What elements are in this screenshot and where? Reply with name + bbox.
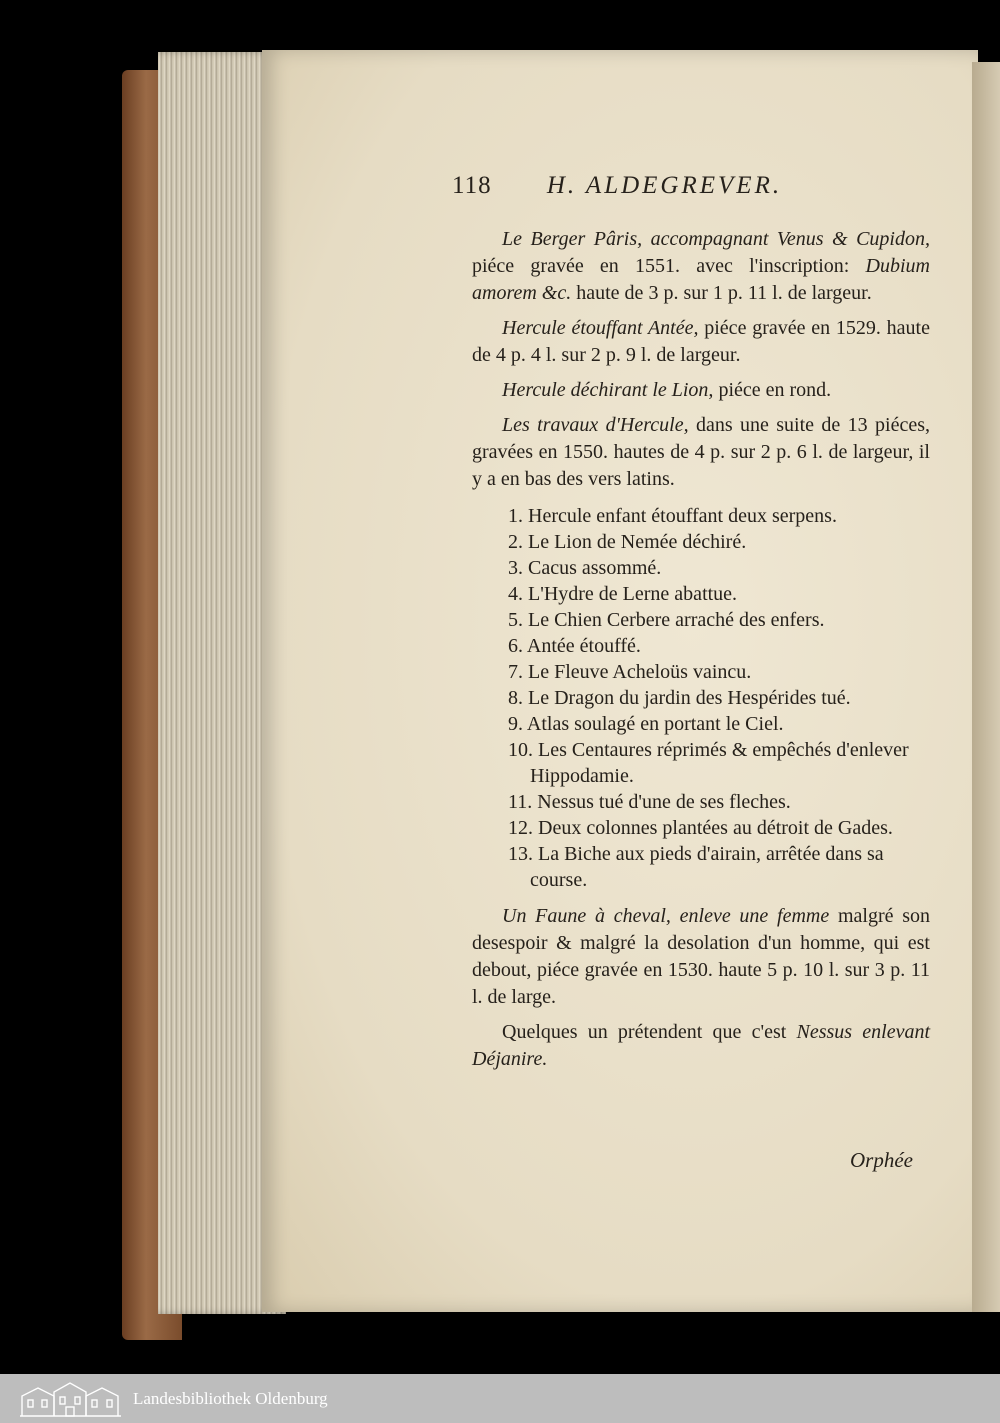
page-body (472, 226, 930, 1081)
nessus-name: Nessus enlevant Déjanire. (472, 1021, 931, 1070)
list-item: 12. Deux colonnes plantées au détroit de Gades. (508, 817, 893, 839)
list-item: 6. Antée étouffé. (508, 635, 641, 657)
list-item: 8. Le Dragon du jardin des Hespérides tué. (508, 687, 851, 709)
catchword: Orphée (850, 1148, 913, 1172)
list-item: 7. Le Fleuve Acheloüs vaincu. (508, 661, 752, 683)
library-building-icon (18, 1380, 123, 1418)
list-item: 11. Nessus tué d'une de ses fleches. (508, 791, 791, 813)
list-item: 2. Le Lion de Nemée déchiré. (508, 531, 747, 553)
inscription-motto: Dubium amorem &c. (472, 255, 930, 304)
list-item: 9. Atlas soulagé en portant le Ciel. (508, 713, 784, 735)
list-item: 5. Le Chien Cerbere arraché des enfers. (508, 609, 825, 631)
list-item: 1. Hercule enfant étouffant deux serpens. (508, 505, 837, 527)
entry-title: Le Berger Pâris, accompagnant Venus & Cupidon, (502, 228, 930, 250)
entry-hercule-antee: Hercule étouffant Antée, piéce gravée en 1529. haute de 4 p. 4 l. sur 2 p. 9 l. de largeur. (472, 317, 930, 366)
list-item: 10. Les Centaures réprimés & empêchés d'enlever Hippodamie. (508, 739, 909, 787)
list-item: 4. L'Hydre de Lerne abattue. (508, 583, 738, 605)
running-title: H. ALDEGREVER. (546, 172, 783, 199)
labours-list (508, 503, 930, 893)
entry-faune: Un Faune à cheval, enleve une femme malgré son desespoir & malgré la desolation d'un homme, qui est debout, piéce gravée en 1530. haute 5 p. 10 l. sur 3 p. 11 l. de large. (472, 905, 930, 1008)
page-number: 118 (452, 172, 492, 199)
entry-title: Hercule étouffant Antée, (502, 317, 699, 339)
running-header (452, 172, 852, 200)
entry-title: Un Faune à cheval, enleve une femme (502, 905, 830, 927)
footer-label: Landesbibliothek Oldenburg (133, 1388, 328, 1408)
entry-travaux: Les travaux d'Hercule, dans une suite de 13 piéces, gravées en 1550. hautes de 4 p. sur 2 p. 6 l. de largeur, il y a en bas des vers latins. (472, 414, 930, 490)
entry-title: Hercule déchirant le Lion, (502, 379, 714, 401)
entry-paris: Le Berger Pâris, accompagnant Venus & Cupidon, piéce gravée en 1551. avec l'inscription: Dubium amorem &c. haute de 3 p. sur 1 p. 11 l. de largeur. (472, 228, 930, 304)
list-item: 13. La Biche aux pieds d'airain, arrêtée dans sa course. (508, 843, 884, 891)
entry-nessus-note: Quelques un prétendent que c'est Nessus enlevant Déjanire. (472, 1021, 931, 1070)
list-item: 3. Cacus assommé. (508, 557, 662, 579)
entry-hercule-lion: Hercule déchirant le Lion, piéce en rond. (502, 379, 832, 401)
facing-page-edge (972, 62, 1000, 1312)
entry-title: Les travaux d'Hercule, (502, 414, 689, 436)
footer-bar (0, 1374, 1000, 1423)
